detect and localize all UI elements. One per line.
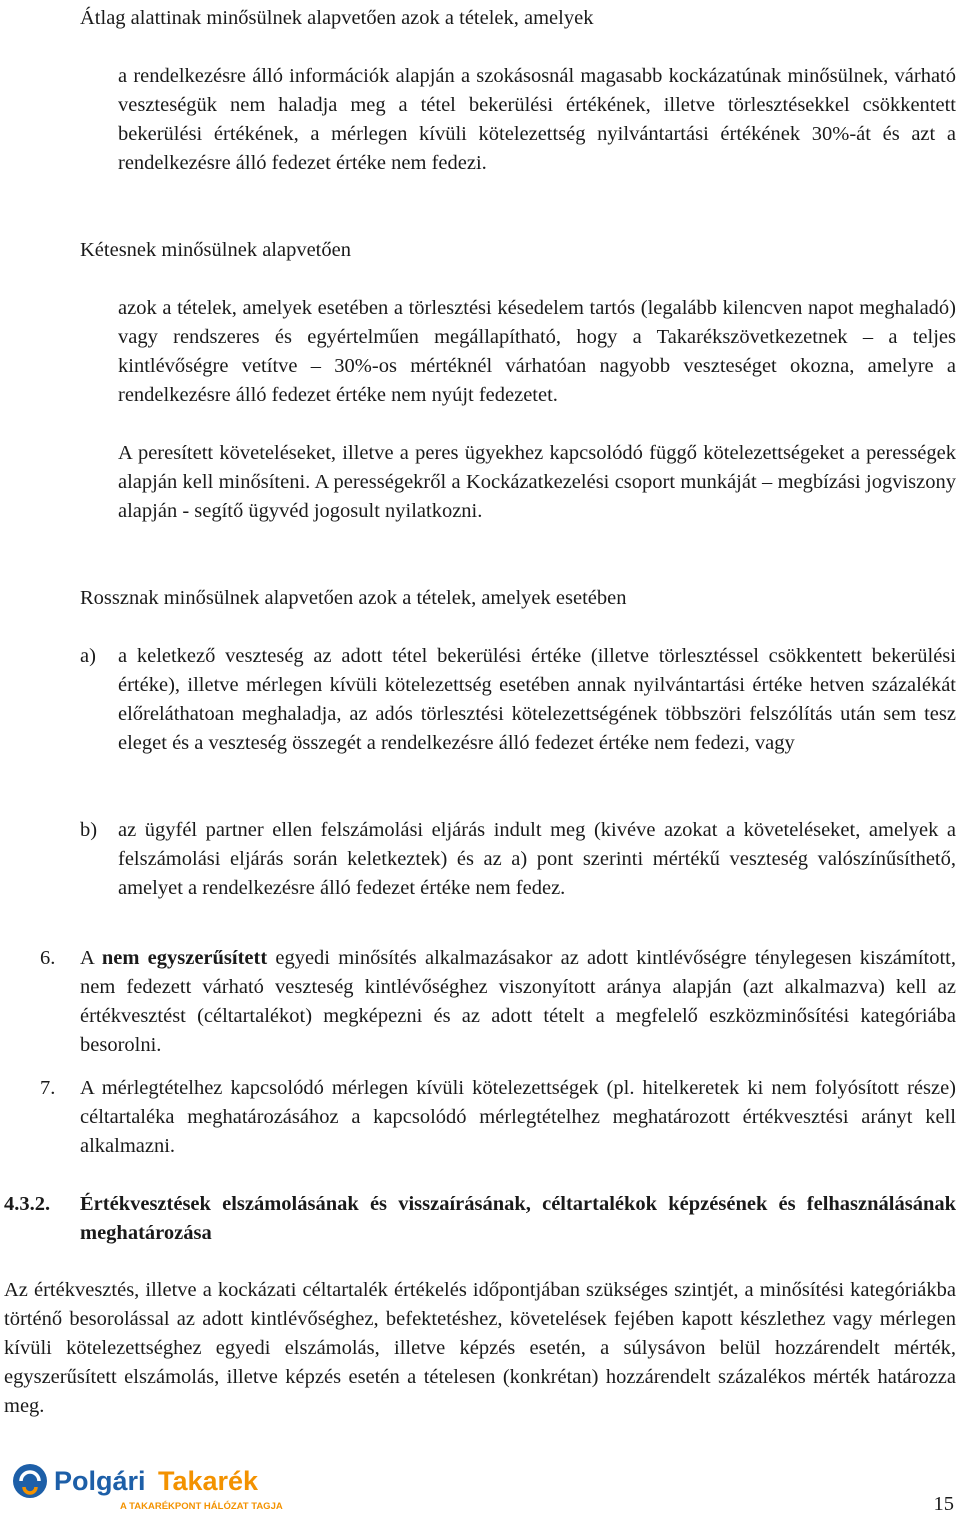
logo-name-2: Takarék — [158, 1466, 259, 1496]
item-6-text — [80, 944, 956, 1060]
doubtful-definition: azok a tételek, amelyek esetében a törlesztési késedelem tartós (legalább kilencven napot meghaladó) vagy rendszeres és egyértelműen megállapítható, hogy a Takarékszövetkezetnek – a teljes kintlévőségre vetítve – 30%-os mértéknél várhatóan nagyobb veszteséget okozna, amelyre a rendelkezésre álló fedezet értéke nem nyújt fedezetet. — [118, 297, 956, 406]
section-heading — [4, 1190, 956, 1248]
substandard-definition: a rendelkezésre álló információk alapján a szokásosnál magasabb kockázatúnak minősülnek, várható veszteségük nem haladja meg a tétel bekerülési értékének, illetve törlesztésekkel csökkentett bekerülési értékének, a mérlegen kívüli kötelezettség nyilvántartási értékének 30%-át és azt a rendelkezésre álló fedezet értéke nem fedezi. — [118, 65, 956, 174]
logo-name-1: Polgári — [54, 1466, 146, 1496]
doubtful-intro: Kétesnek minősülnek alapvetően — [80, 239, 351, 261]
bad-item-a-label: a) — [80, 645, 96, 667]
logo-graphic — [8, 1457, 298, 1515]
bad-item-b-label: b) — [80, 819, 98, 841]
substandard-intro: Átlag alattinak minősülnek alapvetően azok a tételek, amelyek — [80, 7, 594, 29]
item-6-number: 6. — [40, 947, 56, 969]
litigation-paragraph: A peresített követeléseket, illetve a peres ügyekhez kapcsolódó függő kötelezettségeket a perességek alapján kell minősíteni. A perességekről a Kockázatkezelési csoport munkáját – megbízási jogviszony alapján - segítő ügyvéd jogosult nyilatkozni. — [118, 442, 956, 522]
logo-tagline: A TAKARÉKPONT HÁLÓZAT TAGJA — [120, 1501, 283, 1512]
item-6-rest: egyedi minősítés alkalmazásakor az adott kintlévőségre ténylegesen kiszámított, nem fedezett várható veszteség kintlévőséghez viszonyított aránya alapján (azt alkalmazva) kell az értékvesztést (céltartalékot) megképezni és az adott tételt a megfelelő eszközminősítési kategóriába besorolni. — [80, 947, 956, 1056]
section-number: 4.3.2. — [4, 1193, 51, 1215]
item-7-text: A mérlegtételhez kapcsolódó mérlegen kívüli kötelezettségek (pl. hitelkeretek ki nem folyósított része) céltartaléka meghatározásához a kapcsolódó mérlegtételhez meghatározott értékvesztési arányt kell alkalmazni. — [80, 1077, 956, 1157]
section-title: Értékvesztések elszámolásának és visszaírásának, céltartalékok képzésének és felhasználásának meghatározása — [80, 1193, 956, 1244]
final-paragraph: Az értékvesztés, illetve a kockázati céltartalék értékelés időpontjában szükséges szintjét, a minősítési kategóriákba történő besorolással az adott kintlévőséghez, befektetéshez, követelések fejében kapott készlethez vagy mérlegen kívüli kötelezettséghez egyedi elszámolás, illetve képzés esetén, a súlysávon belül hozzárendelt mérték, egyszerűsített elszámolás, illetve képzés esetén a tételesen (konkrétan) hozzárendelt százalékos mérték határozza meg. — [4, 1279, 956, 1417]
item-6-pre: A — [80, 947, 102, 969]
numbered-item-7 — [0, 1074, 956, 1161]
bad-item-b — [80, 816, 956, 903]
page-number: 15 — [933, 1493, 954, 1515]
bad-item-b-text: az ügyfél partner ellen felszámolási eljárás indult meg (kivéve azokat a követeléseket, amelyek a felszámolási eljárás során keletkeztek) és az a) pont szerinti mértékű veszteség valószínűsíthető, amelyet a rendelkezésre álló fedezet értéke nem fedez. — [118, 819, 956, 899]
item-7-number: 7. — [40, 1077, 56, 1099]
item-6-bold: nem egyszerűsített — [101, 947, 268, 969]
bad-item-a — [80, 642, 956, 758]
numbered-item-6 — [0, 944, 956, 1060]
polgari-takarek-logo — [8, 1457, 298, 1515]
bad-intro: Rossznak minősülnek alapvetően azok a tételek, amelyek esetében — [80, 587, 627, 609]
bad-item-a-text: a keletkező veszteség az adott tétel bekerülési értéke (illetve törlesztéssel csökkentett bekerülési értéke), illetve mérlegen kívüli kötelezettség esetében annak nyilvántartási értéke hetven százalékát előreláthatoan meghaladja, az adós törlesztési kötelezettségének többszöri felszólítás után sem tesz eleget és a veszteség összegét a rendelkezésre álló fedezet értéke nem fedezi, vagy — [118, 645, 956, 754]
